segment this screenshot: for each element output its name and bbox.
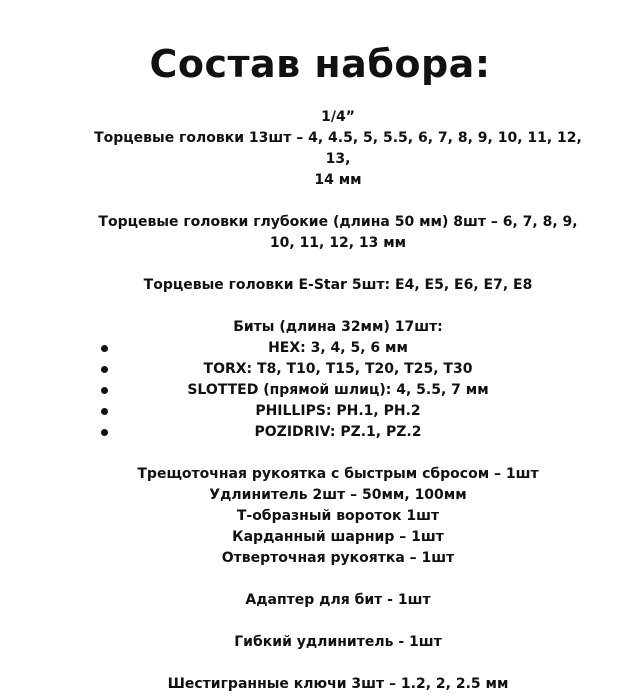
bit-item-label: HEX: 3, 4, 5, 6 мм bbox=[268, 340, 408, 356]
extension-bars: Удлинитель 2шт – 50мм, 100мм bbox=[209, 487, 467, 503]
list-item bbox=[88, 359, 588, 380]
hex-keys: Шестигранные ключи 3шт – 1.2, 2, 2.5 мм bbox=[167, 676, 509, 692]
bullet-icon bbox=[101, 366, 108, 373]
list-item bbox=[88, 380, 588, 401]
deep-sockets-line-1: Торцевые головки глубокие (длина 50 мм) 8шт – 6, 7, 8, 9, bbox=[98, 214, 578, 230]
estar-sockets: Торцевые головки E-Star 5шт: E4, E5, E6, E7, E8 bbox=[143, 277, 533, 293]
flex-extension: Гибкий удлинитель - 1шт bbox=[234, 634, 442, 650]
deep-sockets-line-2: 10, 11, 12, 13 мм bbox=[269, 235, 407, 251]
universal-joint: Карданный шарнир – 1шт bbox=[232, 529, 444, 545]
screwdriver-handle: Отверточная рукоятка – 1шт bbox=[221, 550, 455, 566]
drive-size: 1/4” bbox=[321, 109, 355, 125]
page-title: Состав набора: bbox=[149, 42, 491, 86]
ratchet-handle: Трещоточная рукоятка с быстрым сбросом – 1шт bbox=[137, 466, 539, 482]
bullet-icon bbox=[101, 387, 108, 394]
bit-item-label: TORX: T8, T10, T15, T20, T25, T30 bbox=[203, 361, 473, 377]
t-handle: Т-образный вороток 1шт bbox=[236, 508, 440, 524]
list-item bbox=[88, 338, 588, 359]
bullet-icon bbox=[101, 429, 108, 436]
contents-list bbox=[88, 107, 588, 695]
sockets-line-1: Торцевые головки 13шт – 4, 4.5, 5, 5.5, 6, 7, 8, 9, 10, 11, 12, 13, bbox=[94, 130, 582, 167]
bullet-icon bbox=[101, 408, 108, 415]
bullet-icon bbox=[101, 345, 108, 352]
bits-heading: Биты (длина 32мм) 17шт: bbox=[233, 319, 443, 335]
list-item bbox=[88, 422, 588, 443]
list-item bbox=[88, 401, 588, 422]
bit-item-label: POZIDRIV: PZ.1, PZ.2 bbox=[254, 424, 422, 440]
bits-list bbox=[88, 338, 588, 443]
bit-item-label: SLOTTED (прямой шлиц): 4, 5.5, 7 мм bbox=[187, 382, 489, 398]
bit-adapter: Адаптер для бит - 1шт bbox=[245, 592, 431, 608]
bit-item-label: PHILLIPS: PH.1, PH.2 bbox=[255, 403, 421, 419]
sockets-line-2: 14 мм bbox=[314, 172, 362, 188]
